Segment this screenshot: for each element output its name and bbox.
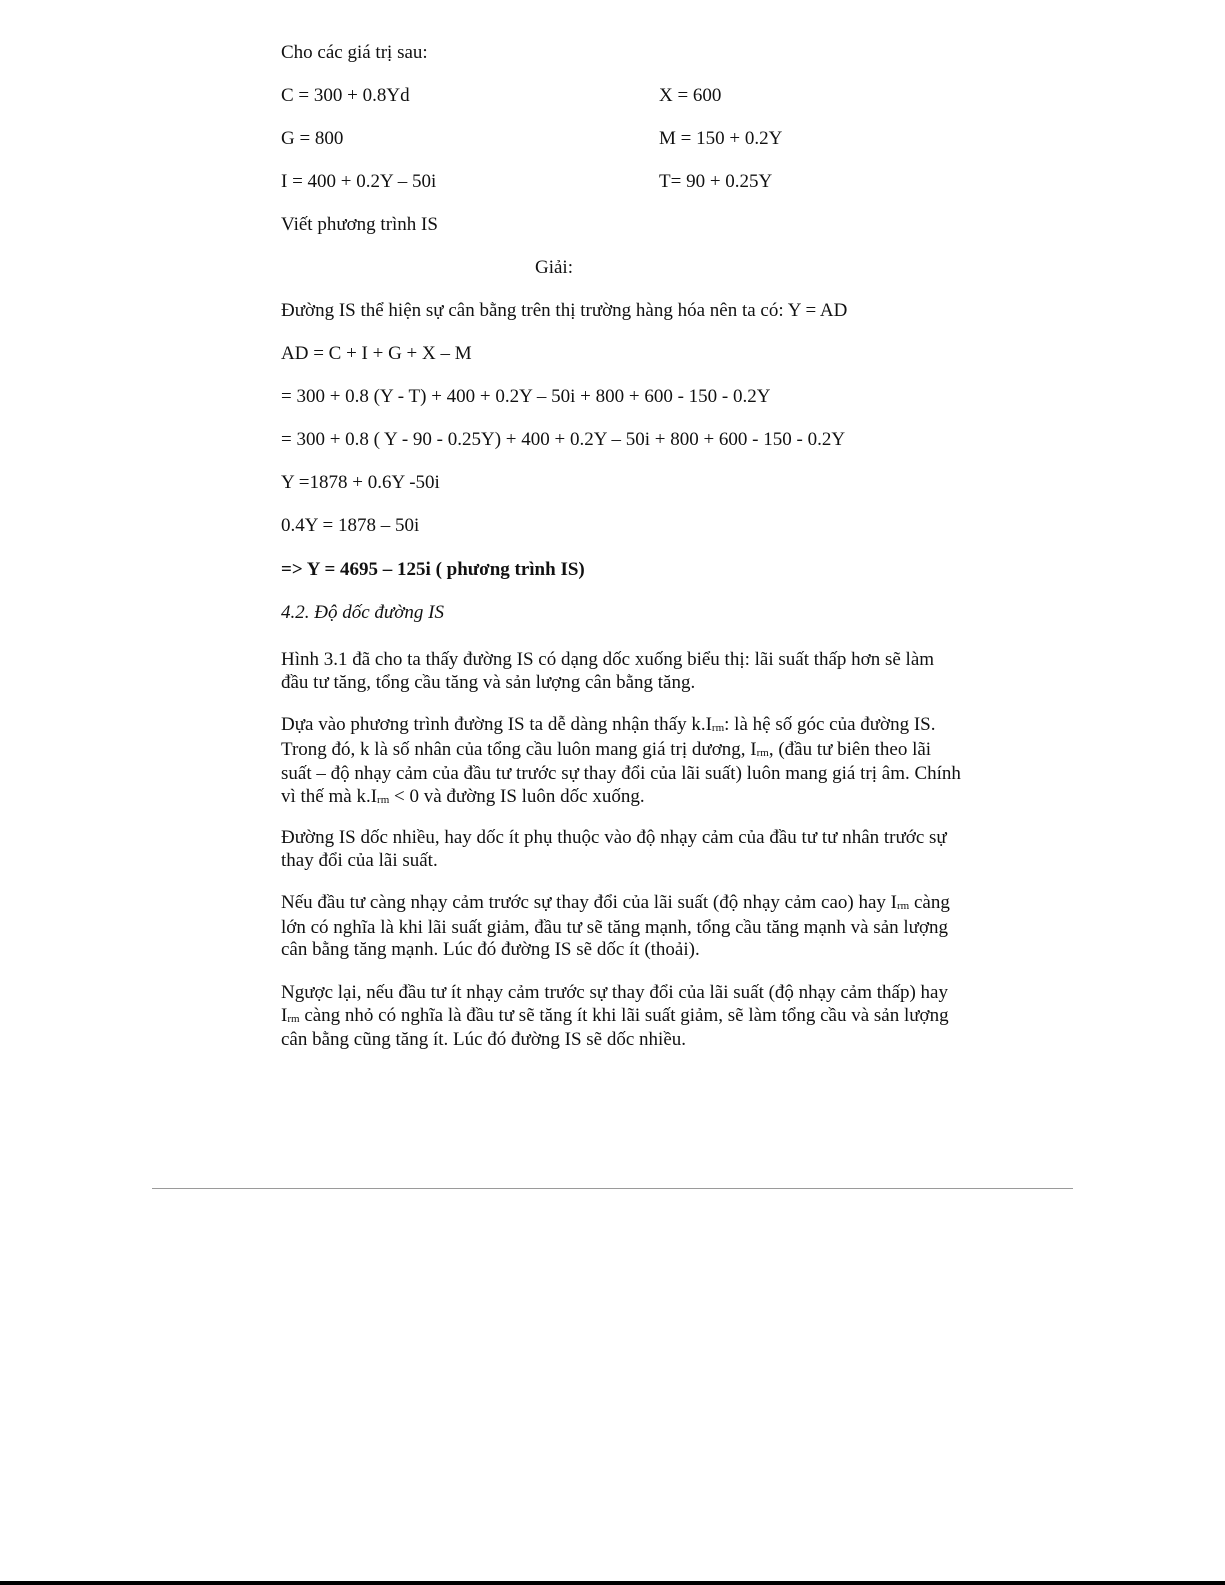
intro-text: Cho các giá trị sau: <box>281 42 428 63</box>
paragraph-5-part-b: càng nhỏ có nghĩa là đầu tư sẽ tăng ít khi lãi suất giảm, sẽ làm tổng cầu và sản lượng cân bằng cũng tăng ít. Lúc đó đường IS sẽ dốc nhiều. <box>281 1004 949 1050</box>
subscript-rm: rm <box>897 900 910 912</box>
given-g: G = 800 <box>281 128 344 149</box>
solution-heading: Giải: <box>535 257 573 278</box>
given-t: T= 90 + 0.25Y <box>659 171 773 192</box>
subscript-rm: rm <box>287 1012 300 1025</box>
subscript-rm: rm <box>377 793 390 806</box>
bottom-border <box>0 1581 1225 1585</box>
given-c: C = 300 + 0.8Yd <box>281 85 410 106</box>
step-6: 0.4Y = 1878 – 50i <box>281 515 420 536</box>
paragraph-2-part-b: : là hệ số góc của đường IS. Trong đó, k là số nhân của tổng cầu luôn mang giá trị dương, I <box>281 714 936 760</box>
paragraph-4-part-a: Nếu đầu tư càng nhạy cảm trước sự thay đổi của lãi suất (độ nhạy cảm cao) hay I <box>281 892 897 913</box>
step-4: = 300 + 0.8 ( Y - 90 - 0.25Y) + 400 + 0.2Y – 50i + 800 + 600 - 150 - 0.2Y <box>281 429 846 450</box>
paragraph-2-part-d: < 0 và đường IS luôn dốc xuống. <box>389 785 645 807</box>
paragraph-4-part-b: càng lớn có nghĩa là khi lãi suất giảm, đầu tư sẽ tăng mạnh, tổng cầu tăng mạnh và sản lượng cân bằng tăng mạnh. Lúc đó đường IS sẽ dốc ít (thoải). <box>281 892 950 960</box>
paragraph-1 <box>281 649 961 694</box>
paragraph-3 <box>281 827 961 872</box>
paragraph-2-part-c: , (đầu tư biên theo lãi suất – độ nhạy cảm của đầu tư trước sự thay đổi của lãi suất) luôn mang giá trị âm. Chính vì thế mà k.I <box>281 738 961 807</box>
step-5: Y =1878 + 0.6Y -50i <box>281 472 440 493</box>
task-text: Viết phương trình IS <box>281 214 438 235</box>
paragraph-2 <box>281 714 961 810</box>
paragraph-4 <box>281 892 961 962</box>
step-1: Đường IS thể hiện sự cân bằng trên thị trường hàng hóa nên ta có: Y = AD <box>281 300 848 321</box>
paragraph-1-text: Hình 3.1 đã cho ta thấy đường IS có dạng dốc xuống biểu thị: lãi suất thấp hơn sẽ làm đầu tư tăng, tổng cầu tăng và sản lượng cân bằng tăng. <box>281 649 935 693</box>
paragraph-3-text: Đường IS dốc nhiều, hay dốc ít phụ thuộc vào độ nhạy cảm của đầu tư tư nhân trước sự thay đổi của lãi suất. <box>281 827 947 871</box>
result-equation: => Y = 4695 – 125i ( phương trình IS) <box>281 559 585 580</box>
paragraph-5-part-a: Ngược lại, nếu đầu tư ít nhạy cảm trước sự thay đổi của lãi suất (độ nhạy cảm thấp) hay I <box>281 982 948 1026</box>
step-2: AD = C + I + G + X – M <box>281 343 472 364</box>
subscript-rm: rm <box>756 746 769 759</box>
given-i: I = 400 + 0.2Y – 50i <box>281 171 437 192</box>
given-x: X = 600 <box>659 85 722 106</box>
paragraph-2-part-a: Dựa vào phương trình đường IS ta dễ dàng nhận thấy k.I <box>281 714 712 735</box>
page-divider <box>152 1188 1073 1189</box>
paragraph-5 <box>281 982 961 1052</box>
subscript-rm: rm <box>711 722 725 734</box>
section-title: 4.2. Độ dốc đường IS <box>281 602 444 623</box>
given-m: M = 150 + 0.2Y <box>659 128 783 149</box>
step-3: = 300 + 0.8 (Y - T) + 400 + 0.2Y – 50i + 800 + 600 - 150 - 0.2Y <box>281 386 771 407</box>
